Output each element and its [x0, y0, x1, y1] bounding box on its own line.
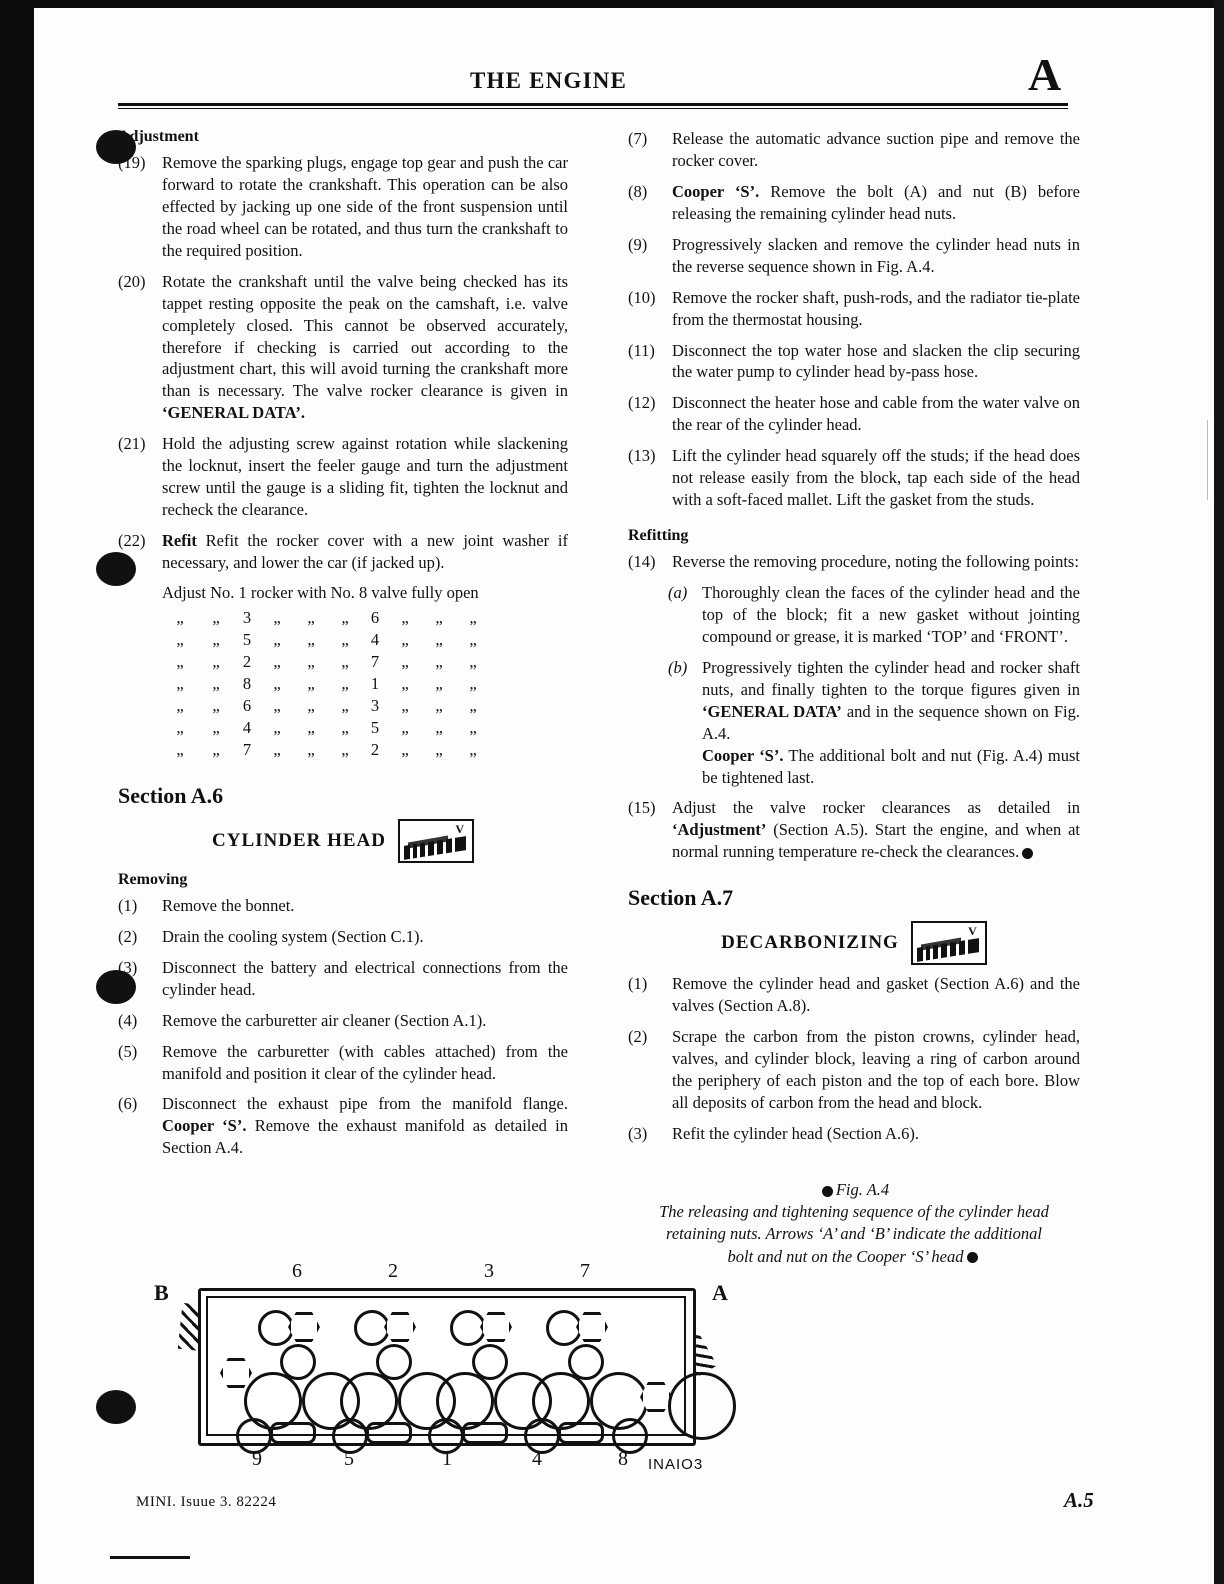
- subsection-title: CYLINDER HEAD: [212, 829, 386, 851]
- ditto: „: [176, 673, 184, 693]
- table-row: [162, 673, 490, 695]
- ditto: „: [469, 695, 477, 715]
- item-text: Disconnect the heater hose and cable from the water valve on the rear of the cylinder head.: [672, 393, 1080, 435]
- special-tool-icon: [398, 819, 474, 863]
- valve-adjustment-table: [162, 607, 490, 761]
- list-item: [118, 957, 568, 1001]
- ditto: „: [273, 717, 281, 737]
- list-item: [118, 433, 568, 521]
- header-rule-thin: [118, 108, 1068, 109]
- list-item: [628, 1123, 1080, 1145]
- item-number: (19): [118, 153, 146, 172]
- item-text: Reverse the removing procedure, noting the following points:: [672, 552, 1079, 572]
- ditto: „: [341, 629, 349, 649]
- item-text: Disconnect the battery and electrical connections from the cylinder head.: [162, 957, 568, 999]
- list-item: [628, 1026, 1080, 1114]
- ditto: „: [469, 717, 477, 737]
- valve-number: 3: [370, 695, 380, 715]
- figure-code: INAIO3: [648, 1456, 704, 1473]
- item-number: (10): [628, 287, 656, 307]
- item-number: (5): [118, 1041, 138, 1061]
- section-heading-a6: Section A.6: [118, 782, 224, 808]
- heading-removing: Removing: [118, 870, 188, 888]
- list-item: [628, 973, 1080, 1017]
- item-text-body: Adjust the valve rocker clearances as detailed in: [672, 798, 1080, 818]
- ditto: „: [469, 629, 477, 649]
- ditto: „: [212, 695, 220, 715]
- item-text: Thoroughly clean the faces of the cylinder head and the top of the block; fit a new gasket without jointing compound or grease, it is marked ‘TOP’ and ‘FRONT’.: [702, 583, 1080, 646]
- adjust-chart-intro: Adjust No. 1 rocker with No. 8 valve fully open: [162, 582, 479, 602]
- list-item-sub: [668, 657, 1080, 789]
- ditto: „: [273, 673, 281, 693]
- list-item: [118, 152, 568, 262]
- item-text: Remove the carburetter air cleaner (Section A.1).: [162, 1010, 487, 1030]
- end-dot: [1022, 848, 1033, 859]
- figure-number-bottom-4: 4: [532, 1448, 542, 1470]
- ditto: „: [341, 673, 349, 693]
- ditto: „: [469, 607, 477, 627]
- decarbonizing-title-row: [628, 921, 1080, 965]
- rocker-number: 4: [242, 717, 252, 737]
- ditto: „: [273, 629, 281, 649]
- item-number: (3): [118, 957, 138, 977]
- ditto: „: [307, 717, 315, 737]
- manifold-port: [462, 1422, 508, 1444]
- cooper-s-label: Cooper ‘S’.: [162, 1116, 247, 1136]
- table-row: [162, 651, 490, 673]
- item-text: Drain the cooling system (Section C.1).: [162, 926, 424, 946]
- list-item: [628, 392, 1080, 436]
- item-text-bold: ‘GENERAL DATA’.: [162, 403, 306, 423]
- rocker-number: 6: [242, 695, 252, 715]
- figure-number-top-3: 3: [484, 1260, 494, 1282]
- scan-edge-right: [1214, 0, 1224, 1584]
- ditto: „: [435, 739, 443, 759]
- scan-edge-top: [0, 0, 1224, 8]
- item-text: Hold the adjusting screw against rotation while slackening the locknut, insert the feeler gauge and turn the adjustment screw until the gauge is a sliding fit, tighten the locknut and recheck the clearance.: [162, 434, 568, 520]
- rocker-number: 3: [242, 607, 252, 627]
- list-item: [628, 128, 1080, 172]
- list-item: [628, 340, 1080, 384]
- list-item: [118, 926, 568, 948]
- tool-icon-letter: V: [455, 821, 464, 836]
- item-text: [162, 271, 568, 425]
- figure-number-top-2: 2: [388, 1260, 398, 1282]
- rocker-number: 8: [242, 673, 252, 693]
- ditto: „: [435, 695, 443, 715]
- arrow-label-a: A: [712, 1280, 728, 1305]
- ditto: „: [401, 607, 409, 627]
- section-heading-a7: Section A.7: [628, 885, 734, 911]
- water-passage-bore: [668, 1372, 736, 1440]
- ditto: „: [307, 695, 315, 715]
- ditto: „: [273, 651, 281, 671]
- ditto: „: [307, 629, 315, 649]
- manifold-port: [366, 1422, 412, 1444]
- left-column: [118, 128, 568, 1168]
- ditto: „: [176, 717, 184, 737]
- figure-number-top-4: 7: [580, 1260, 590, 1282]
- cylinder-head-title-row: [118, 819, 568, 863]
- list-item: [628, 797, 1080, 863]
- item-text-body: Disconnect the exhaust pipe from the manifold flange.: [162, 1094, 568, 1114]
- item-text: [672, 181, 1080, 225]
- list-item: [118, 1093, 568, 1159]
- list-item: [628, 445, 1080, 511]
- ditto: „: [469, 673, 477, 693]
- item-letter: (a): [668, 583, 688, 602]
- general-data-ref: ‘GENERAL DATA’: [702, 701, 842, 721]
- figure-number-top-1: 6: [292, 1260, 302, 1282]
- cooper-s-label: Cooper ‘S’.: [672, 181, 760, 201]
- figure-caption: [628, 1179, 1080, 1268]
- item-number: (9): [628, 234, 648, 254]
- table-row: [162, 629, 490, 651]
- cooper-s-text: Remove the exhaust manifold as detailed in Section A.4.: [162, 1116, 569, 1158]
- list-item: [118, 1010, 568, 1032]
- ditto: „: [176, 607, 184, 627]
- item-text: Disconnect the top water hose and slacken the clip securing the water pump to cylinder head by-pass hose.: [672, 340, 1080, 382]
- valve-number: 7: [370, 651, 380, 671]
- item-text: Lift the cylinder head squarely off the studs; if the head does not release easily from the block, tap each side of the head with a soft-faced mallet. Lift the gasket from the studs.: [672, 446, 1080, 510]
- ditto: „: [273, 739, 281, 759]
- rocker-number: 2: [242, 651, 252, 671]
- item-number: (22): [118, 531, 146, 550]
- heading-adjustment: Adjustment: [118, 128, 199, 145]
- figure-label-row: [656, 1179, 1052, 1201]
- ditto: „: [176, 629, 184, 649]
- item-text: Refit the cylinder head (Section A.6).: [672, 1123, 919, 1143]
- item-number: (8): [628, 181, 648, 201]
- ditto: „: [176, 695, 184, 715]
- ditto: „: [273, 695, 281, 715]
- item-number: (12): [628, 393, 656, 413]
- ditto: „: [307, 607, 315, 627]
- ditto: „: [435, 651, 443, 671]
- item-text: Remove the rocker shaft, push-rods, and the radiator tie-plate from the thermostat housing.: [672, 287, 1080, 329]
- valve-number: 2: [370, 739, 380, 759]
- footer-page-number: A.5: [1064, 1488, 1094, 1512]
- lead-dot: [822, 1186, 833, 1197]
- item-number: (6): [118, 1094, 138, 1114]
- item-number: (11): [628, 340, 655, 360]
- heading-refitting: Refitting: [628, 527, 689, 545]
- ditto: „: [435, 607, 443, 627]
- figure-cylinder-head-sequence: [140, 1260, 760, 1482]
- list-item-sub: [668, 582, 1080, 648]
- ditto: „: [307, 739, 315, 759]
- cooper-s-text: The additional bolt and nut (Fig. A.4) must be tightened last.: [702, 745, 1080, 787]
- list-item: [628, 551, 1080, 573]
- section-letter: A: [1028, 49, 1062, 100]
- ditto: „: [341, 739, 349, 759]
- ditto: „: [435, 673, 443, 693]
- tool-icon-teeth: [917, 938, 979, 962]
- item-number: (13): [628, 446, 656, 466]
- list-item: [628, 234, 1080, 278]
- item-text: Remove the cylinder head and gasket (Section A.6) and the valves (Section A.8).: [672, 974, 1080, 1016]
- ditto: „: [469, 739, 477, 759]
- figure-number-bottom-5: 8: [618, 1448, 628, 1470]
- end-dot: [967, 1252, 978, 1263]
- table-row: [162, 717, 490, 739]
- item-text-body: Progressively tighten the cylinder head and rocker shaft nuts, and finally tighten to the torque figures given in: [702, 657, 1080, 699]
- scan-artifact-bottom-left: [110, 1556, 190, 1559]
- item-text-body: Refit the rocker cover with a new joint washer if necessary, and lower the car (if jacked up).: [162, 531, 569, 572]
- rocker-number: 5: [242, 629, 252, 649]
- ditto: „: [435, 717, 443, 737]
- item-text-body-2: and in the sequence shown on Fig. A.4.: [702, 701, 1080, 743]
- margin-dot: [96, 1390, 136, 1424]
- item-number: (4): [118, 1010, 138, 1030]
- valve-number: 5: [370, 717, 380, 737]
- ditto: „: [273, 607, 281, 627]
- scan-edge-left: [0, 0, 34, 1584]
- ditto: „: [401, 717, 409, 737]
- arrow-label-b: B: [154, 1280, 169, 1305]
- manifold-port: [558, 1422, 604, 1444]
- ditto: „: [212, 607, 220, 627]
- list-item: [118, 530, 568, 574]
- ditto: „: [212, 739, 220, 759]
- valve-number: 6: [370, 607, 380, 627]
- item-number: (2): [628, 1027, 648, 1047]
- item-number: (20): [118, 271, 146, 291]
- ditto: „: [176, 651, 184, 671]
- right-column: [628, 128, 1080, 1268]
- item-number: (1): [118, 895, 138, 915]
- rocker-number: 7: [242, 739, 252, 759]
- ditto: „: [212, 673, 220, 693]
- item-text: [672, 797, 1080, 863]
- item-text: [162, 1093, 568, 1159]
- item-number: (2): [118, 926, 138, 946]
- item-text: Remove the bonnet.: [162, 895, 295, 915]
- figure-caption-text: [656, 1201, 1052, 1268]
- item-number: (1): [628, 974, 648, 994]
- item-text-body-2: (Section A.5). Start the engine, and when at normal running temperature re-check the clearances.: [672, 820, 1080, 862]
- ditto: „: [401, 651, 409, 671]
- ditto: „: [307, 651, 315, 671]
- item-text: Remove the carburetter (with cables attached) from the manifold and position it clear of the cylinder head.: [162, 1041, 568, 1083]
- manifold-port: [270, 1422, 316, 1444]
- ditto: „: [435, 629, 443, 649]
- ditto: „: [307, 673, 315, 693]
- item-number: (3): [628, 1123, 648, 1143]
- ditto: „: [401, 695, 409, 715]
- ditto: „: [176, 739, 184, 759]
- ditto: „: [469, 651, 477, 671]
- figure-number-bottom-2: 5: [344, 1448, 354, 1470]
- ditto: „: [401, 739, 409, 759]
- table-row: [162, 607, 490, 629]
- item-text: Release the automatic advance suction pipe and remove the rocker cover.: [672, 129, 1080, 170]
- valve-number: 4: [370, 629, 380, 649]
- special-tool-icon: [911, 921, 987, 965]
- figure-number-bottom-1: 9: [252, 1448, 262, 1470]
- scan-artifact-right: [1207, 420, 1214, 500]
- header-rule: [118, 103, 1068, 106]
- adjustment-ref: ‘Adjustment’: [672, 820, 767, 840]
- figure-number-bottom-3: 1: [442, 1448, 452, 1470]
- valve-number: 1: [370, 673, 380, 693]
- item-letter: (b): [668, 657, 688, 677]
- stud-washer: [524, 1418, 560, 1454]
- footer-left: MINI. Isuue 3. 82224: [136, 1494, 277, 1510]
- figure-caption-body: The releasing and tightening sequence of the cylinder head retaining nuts. Arrows ‘A’ and ‘B’ indicate the additional bolt and nut on the Cooper ‘S’ head: [659, 1202, 1049, 1266]
- ditto: „: [341, 607, 349, 627]
- item-text: [702, 657, 1080, 789]
- list-item: [118, 271, 568, 425]
- page-title: THE ENGINE: [470, 68, 628, 93]
- item-number: (14): [628, 552, 656, 572]
- list-item: [118, 1041, 568, 1085]
- list-item: [628, 287, 1080, 331]
- ditto: „: [341, 717, 349, 737]
- item-text: Remove the sparking plugs, engage top gear and push the car forward to rotate the crankshaft. This operation can be also effected by jacking up one side of the front suspension until the road wheel can be rotated, and thus turn the crankshaft to the required position.: [162, 153, 568, 260]
- table-row: [162, 695, 490, 717]
- cooper-s-label: Cooper ‘S’.: [702, 745, 784, 765]
- ditto: „: [341, 651, 349, 671]
- ditto: „: [401, 673, 409, 693]
- ditto: „: [212, 651, 220, 671]
- item-text: Scrape the carbon from the piston crowns, cylinder head, valves, and cylinder block, leaving a ring of carbon around the periphery of each piston and the top of each bore. Blow all deposits of carbon from the head and block.: [672, 1027, 1080, 1112]
- item-text-body: Remove the bolt (A) and nut (B) before releasing the remaining cylinder head nuts.: [672, 181, 1080, 223]
- item-text-bold: Refit: [162, 531, 197, 550]
- subsection-title: DECARBONIZING: [721, 932, 899, 954]
- item-text: [162, 530, 568, 574]
- ditto: „: [212, 717, 220, 737]
- list-item: [628, 181, 1080, 225]
- ditto: „: [401, 629, 409, 649]
- list-item: [118, 895, 568, 917]
- item-text-body: Rotate the crankshaft until the valve being checked has its tappet resting opposite the peak on the camshaft, i.e. valve completely closed. This cannot be observed accurately, therefore if checking is carried out according to the adjustment chart, this will avoid turning the crankshaft more than is necessary. The valve rocker clearance is given in: [162, 271, 568, 401]
- tool-icon-letter: V: [968, 924, 977, 939]
- figure-label: Fig. A.4: [835, 1179, 890, 1199]
- item-number: (15): [628, 798, 656, 818]
- ditto: „: [341, 695, 349, 715]
- ditto: „: [212, 629, 220, 649]
- item-number: (7): [628, 129, 648, 148]
- table-row: [162, 739, 490, 761]
- item-text: Progressively slacken and remove the cylinder head nuts in the reverse sequence shown in Fig. A.4.: [672, 234, 1080, 276]
- item-number: (21): [118, 434, 146, 454]
